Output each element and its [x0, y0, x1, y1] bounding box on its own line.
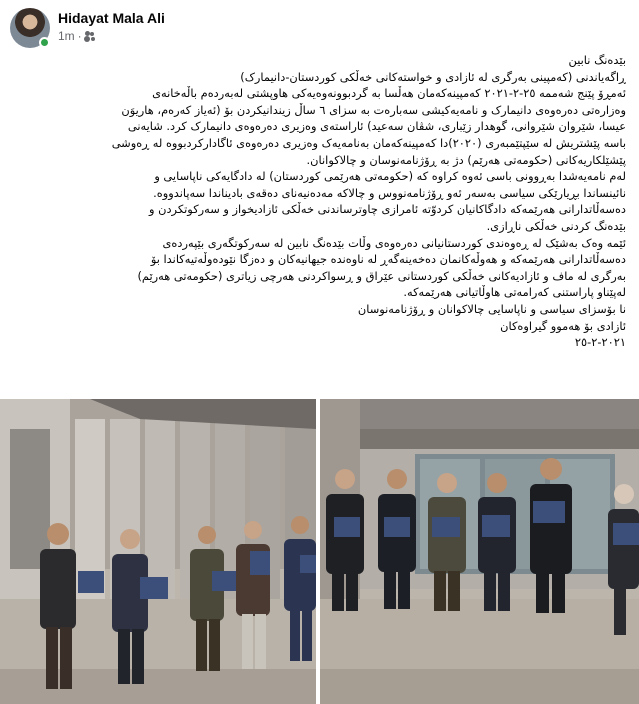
- post-line: نا بۆسزای سیاسی و ناپاسایی چالاکوانان و ڕۆژنامەنوسان: [357, 301, 626, 316]
- post-line: ڕاگەیاندنی (کەمپینی بەرگری لە ئازادی و خواستەکانی خەڵکی کوردستان-دانیمارک): [240, 69, 626, 84]
- post-line: باسە پێشتریش لە سێپتێمبەری (٢٠٢٠)دا کەمپینەکەمان بەنامەیەک وەزیری دەرەوەی ئاگادارکردبووە لە ڕەوشی: [111, 135, 626, 150]
- post-line: ٢٠٢١-٢-٢٥: [574, 335, 626, 350]
- post-line: لەپێناو پاراستنی کەرامەتی هاوڵاتیانی هەرێمەکە.: [403, 285, 626, 300]
- author-name[interactable]: Hidayat Mala Ali: [58, 10, 165, 26]
- post-time[interactable]: 1m: [58, 29, 75, 43]
- post-line: نائینساندا بڕیارێکی سیاسی بەسەر ئەو ڕۆژنامەنووس و چالاکە مەدەنیەنای دەقەی بادیناندا سەپاندووە.: [153, 185, 626, 200]
- post-line: دەسەڵاتدارانی هەرێمەکە و هەوڵەکانمان دەخەینەگەڕ لە ناوەندە جیهانیەکان و دەزگا نێودەوڵەتیەکاندا بۆ: [150, 252, 626, 267]
- photo-grid: [0, 399, 639, 704]
- post-line: پێشێلکاریەکانی (حکومەتی هەرێم) دژ بە ڕۆژنامەنوسان و چالاکوانان.: [306, 152, 626, 167]
- post-line: بێدەنگ کردنی خەڵکی ناڕازی.: [486, 218, 626, 233]
- online-status-dot: [39, 37, 50, 48]
- post-line: لەم نامەیەشدا بەڕوونی باسی ئەوە کراوە کە (حکومەتی هەرێمی کوردستان) لە دادگایەکی ناپاسایی و: [154, 169, 626, 184]
- post-header: [10, 8, 630, 50]
- post-line: وەزارەتی دەرەوەی دانیمارک و نامەیەکیشی سەبارەت بە سزای ٦ ساڵ زیندانیکردن بۆ (ئەیاز کەرەم، هاریوَن: [121, 102, 626, 117]
- post-line: بەرگری لە ماف و ئازادیەکانی خەڵکی کوردستانی عێراق و ڕسواکردنی هەرچی زیاتری (حکومەتی هەرێم): [137, 268, 626, 283]
- post-line: دەسەڵاتدارانی هەرێمەکە دادگاکانیان کردوّتە ئامرازی چاوترساندنی خەڵکی ئازادیخواز و سەرکوتکردن و: [149, 202, 626, 217]
- post-line: بێدەنگ نابین: [568, 53, 626, 67]
- protest-photo-right[interactable]: [320, 399, 639, 704]
- protest-photo-left[interactable]: [0, 399, 316, 704]
- post-line: ئەمڕۆ پێنج شەممە ٢٥-٢-٢٠٢١ کەمپینەکەمان هەڵسا بە گردبوونەوەیەکی هاوپشتی لەبەردەم باڵەخانەی: [152, 86, 626, 101]
- dot-separator: ·: [77, 29, 82, 43]
- post-line: ئازادی بۆ هەموو گیراوەکان: [500, 318, 626, 333]
- post-line: عیسا، شێروان شێروانی، گوهدار زێباری، شڤان سەعید) ئاراستەی وەزیری دەرەوەی دانیمارک کرد. شایەنی: [127, 119, 626, 134]
- post-meta: [58, 29, 97, 43]
- friends-icon[interactable]: [85, 31, 97, 41]
- post-text: [12, 52, 626, 351]
- post-line: ئێمە وەک بەشێک لە ڕەوەندی کوردستانیانی دەرەوەی وڵات بێدەنگ نابین لە سەرکوتگەری بێپەردەی: [162, 235, 626, 250]
